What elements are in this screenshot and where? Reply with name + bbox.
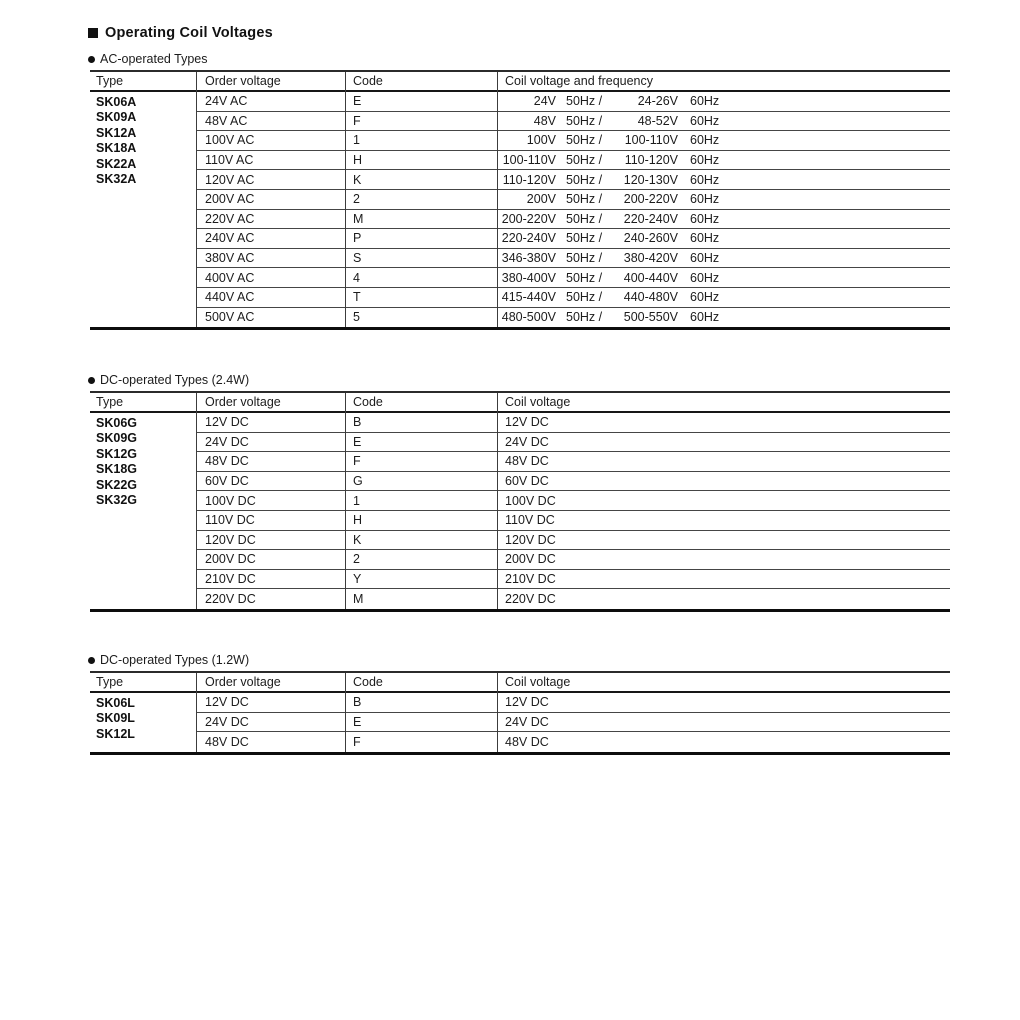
voltage-50hz: 200V (526, 192, 556, 207)
freq-60hz-label: 60Hz (690, 113, 720, 128)
voltage-60hz: 120-130V (623, 172, 678, 187)
type-cell (90, 413, 196, 609)
freq-60hz-label: 60Hz (690, 133, 720, 148)
type-name: SK06G (96, 416, 137, 430)
freq-50hz-label: 50Hz / (566, 231, 603, 246)
code-cell: H (353, 513, 363, 528)
section-label-dc-24w (88, 373, 249, 388)
freq-60hz-label: 60Hz (690, 211, 720, 226)
table-row (196, 249, 950, 269)
voltage-50hz: 100V (526, 133, 556, 148)
order-voltage-cell: 380V AC (205, 251, 255, 266)
voltage-50hz: 220-240V (501, 231, 556, 246)
circle-bullet-icon (88, 377, 95, 384)
table-row (196, 693, 950, 713)
freq-50hz-label: 50Hz / (566, 94, 603, 109)
code-cell: F (353, 113, 361, 128)
order-voltage-cell: 100V DC (205, 493, 256, 508)
order-voltage-cell: 400V AC (205, 270, 255, 285)
table-row (196, 531, 950, 551)
column-header: Type (96, 675, 124, 689)
freq-60hz-label: 60Hz (690, 310, 720, 325)
voltage-50hz: 380-400V (501, 270, 556, 285)
coil-voltage-frequency-cell (497, 310, 950, 324)
table-rows (196, 693, 950, 752)
type-name: SK32A (96, 172, 137, 187)
table-row (196, 413, 950, 433)
code-cell: F (353, 454, 361, 469)
table-row (196, 190, 950, 210)
column-divider (196, 673, 197, 752)
coil-voltage-frequency-cell (497, 153, 950, 167)
order-voltage-cell: 220V DC (205, 592, 256, 607)
coil-voltage-frequency-cell (497, 212, 950, 226)
freq-50hz-label: 50Hz / (566, 290, 603, 305)
code-cell: E (353, 714, 362, 729)
code-cell: M (353, 592, 364, 607)
order-voltage-cell: 48V DC (205, 734, 249, 749)
coil-voltage-frequency-cell (497, 94, 950, 108)
section-label-text: DC-operated Types (2.4W) (100, 373, 250, 387)
table-row (196, 511, 950, 531)
circle-bullet-icon (88, 657, 95, 664)
code-cell: E (353, 94, 362, 109)
column-divider (345, 72, 346, 327)
table-row (196, 589, 950, 609)
type-name: SK09L (96, 711, 135, 726)
freq-50hz-label: 50Hz / (566, 133, 603, 148)
type-name: SK12L (96, 726, 135, 741)
column-divider (196, 393, 197, 609)
freq-50hz-label: 50Hz / (566, 192, 603, 207)
code-cell: E (353, 434, 362, 449)
code-cell: B (353, 695, 362, 710)
freq-50hz-label: 50Hz / (566, 270, 603, 285)
table-row (196, 308, 950, 328)
column-divider (497, 72, 498, 327)
order-voltage-cell: 24V DC (205, 434, 249, 449)
freq-50hz-label: 50Hz / (566, 310, 603, 325)
code-cell: 1 (353, 493, 360, 508)
order-voltage-cell: 12V DC (205, 695, 249, 710)
column-header: Order voltage (205, 675, 281, 689)
code-cell: 2 (353, 552, 360, 567)
code-cell: F (353, 734, 361, 749)
code-cell: Y (353, 572, 362, 587)
freq-60hz-label: 60Hz (690, 231, 720, 246)
column-divider (497, 393, 498, 609)
order-voltage-cell: 48V DC (205, 454, 249, 469)
voltage-60hz: 48-52V (637, 113, 678, 128)
ac-operated-types-table (90, 70, 950, 330)
code-cell: K (353, 172, 362, 187)
column-divider (196, 72, 197, 327)
voltage-60hz: 440-480V (623, 290, 678, 305)
coil-voltage-cell: 48V DC (505, 454, 549, 469)
square-bullet-icon (88, 28, 98, 38)
freq-60hz-label: 60Hz (690, 172, 720, 187)
column-divider (345, 393, 346, 609)
circle-bullet-icon (88, 56, 95, 63)
column-header: Order voltage (205, 74, 281, 88)
coil-voltage-frequency-cell (497, 114, 950, 128)
voltage-50hz: 24V (533, 94, 556, 109)
freq-50hz-label: 50Hz / (566, 211, 603, 226)
code-cell: 2 (353, 192, 360, 207)
table-row (196, 170, 950, 190)
page-title-text: Operating Coil Voltages (105, 25, 273, 41)
code-cell: H (353, 153, 363, 168)
order-voltage-cell: 210V DC (205, 572, 256, 587)
order-voltage-cell: 110V AC (205, 153, 254, 168)
voltage-60hz: 110-120V (624, 153, 678, 168)
column-header: Code (353, 675, 383, 689)
column-header: Code (353, 395, 383, 409)
code-cell: 1 (353, 133, 360, 148)
page-title (88, 25, 273, 41)
voltage-50hz: 110-120V (502, 172, 556, 187)
code-cell: P (353, 231, 362, 246)
section-label-ac-types (88, 52, 207, 67)
table-row (196, 452, 950, 472)
coil-voltage-frequency-cell (497, 271, 950, 285)
table-row (196, 112, 950, 132)
order-voltage-cell: 120V DC (205, 532, 256, 547)
table-body (90, 413, 950, 609)
table-row (196, 268, 950, 288)
section-label-dc-12w (88, 653, 249, 668)
voltage-60hz: 200-220V (623, 192, 678, 207)
coil-voltage-frequency-cell (497, 251, 950, 265)
table-row (196, 229, 950, 249)
table-row (196, 433, 950, 453)
order-voltage-cell: 440V AC (205, 290, 255, 305)
section-label-text: DC-operated Types (1.2W) (100, 653, 250, 667)
order-voltage-cell: 500V AC (205, 310, 255, 325)
order-voltage-cell: 100V AC (205, 133, 255, 148)
code-cell: 4 (353, 270, 360, 285)
freq-50hz-label: 50Hz / (566, 251, 603, 266)
column-divider (497, 673, 498, 752)
table-row (196, 472, 950, 492)
dc-operated-types-12w-table (90, 671, 950, 755)
freq-60hz-label: 60Hz (690, 290, 720, 305)
code-cell: T (353, 290, 361, 305)
freq-50hz-label: 50Hz / (566, 113, 603, 128)
voltage-60hz: 24-26V (637, 94, 678, 109)
voltage-60hz: 380-420V (623, 251, 678, 266)
coil-voltage-frequency-cell (497, 290, 950, 304)
table-row (196, 92, 950, 112)
coil-voltage-cell: 12V DC (505, 415, 549, 430)
coil-voltage-cell: 220V DC (505, 592, 556, 607)
freq-60hz-label: 60Hz (690, 270, 720, 285)
type-name: SK22G (96, 477, 137, 492)
order-voltage-cell: 24V DC (205, 714, 249, 729)
voltage-50hz: 200-220V (501, 211, 556, 226)
type-name: SK09A (96, 110, 137, 125)
order-voltage-cell: 120V AC (205, 172, 255, 187)
table-body (90, 92, 950, 327)
coil-voltage-frequency-cell (497, 231, 950, 245)
coil-voltage-frequency-cell (497, 173, 950, 187)
table-row (196, 151, 950, 171)
voltage-50hz: 480-500V (501, 310, 556, 325)
voltage-60hz: 100-110V (624, 133, 678, 148)
table-row (196, 732, 950, 752)
coil-voltage-cell: 110V DC (505, 513, 555, 528)
freq-60hz-label: 60Hz (690, 251, 720, 266)
order-voltage-cell: 240V AC (205, 231, 255, 246)
voltage-60hz: 400-440V (623, 270, 678, 285)
type-name: SK12G (96, 446, 137, 461)
coil-voltage-frequency-cell (497, 133, 950, 147)
table-row (196, 288, 950, 308)
code-cell: B (353, 415, 362, 430)
column-header: Coil voltage (505, 395, 571, 409)
type-name: SK18A (96, 141, 137, 156)
table-row (196, 491, 950, 511)
column-header: Coil voltage (505, 675, 571, 689)
type-name: SK22A (96, 156, 137, 171)
table-header-row (90, 393, 950, 413)
coil-voltage-cell: 12V DC (505, 695, 549, 710)
coil-voltage-cell: 24V DC (505, 434, 549, 449)
type-name: SK06A (96, 95, 137, 109)
code-cell: G (353, 474, 363, 489)
order-voltage-cell: 200V DC (205, 552, 256, 567)
type-name: SK09G (96, 431, 137, 446)
freq-50hz-label: 50Hz / (566, 153, 603, 168)
coil-voltage-cell: 60V DC (505, 474, 549, 489)
coil-voltage-cell: 100V DC (505, 493, 556, 508)
table-row (196, 210, 950, 230)
type-name: SK12A (96, 125, 137, 140)
table-row (196, 570, 950, 590)
code-cell: M (353, 211, 364, 226)
column-header: Code (353, 74, 383, 88)
voltage-50hz: 48V (533, 113, 556, 128)
voltage-50hz: 346-380V (501, 251, 556, 266)
order-voltage-cell: 48V AC (205, 113, 248, 128)
type-name: SK06L (96, 696, 135, 710)
type-name: SK32G (96, 493, 137, 508)
voltage-60hz: 220-240V (623, 211, 678, 226)
order-voltage-cell: 220V AC (205, 211, 255, 226)
table-row (196, 131, 950, 151)
table-row (196, 713, 950, 733)
table-rows (196, 413, 950, 609)
freq-50hz-label: 50Hz / (566, 172, 603, 187)
voltage-50hz: 100-110V (502, 153, 556, 168)
table-row (196, 550, 950, 570)
voltage-60hz: 500-550V (623, 310, 678, 325)
code-cell: K (353, 532, 362, 547)
code-cell: 5 (353, 310, 360, 325)
order-voltage-cell: 24V AC (205, 94, 248, 109)
column-divider (345, 673, 346, 752)
type-cell (90, 92, 196, 327)
table-rows (196, 92, 950, 327)
order-voltage-cell: 110V DC (205, 513, 255, 528)
table-header-row (90, 72, 950, 92)
voltage-50hz: 415-440V (501, 290, 556, 305)
column-header: Coil voltage and frequency (505, 74, 654, 88)
order-voltage-cell: 60V DC (205, 474, 249, 489)
freq-60hz-label: 60Hz (690, 192, 720, 207)
column-header: Order voltage (205, 395, 281, 409)
coil-voltage-cell: 210V DC (505, 572, 556, 587)
table-header-row (90, 673, 950, 693)
order-voltage-cell: 12V DC (205, 415, 249, 430)
type-cell (90, 693, 196, 752)
freq-60hz-label: 60Hz (690, 153, 720, 168)
order-voltage-cell: 200V AC (205, 192, 255, 207)
voltage-60hz: 240-260V (623, 231, 678, 246)
type-name: SK18G (96, 462, 137, 477)
code-cell: S (353, 251, 362, 266)
section-label-text: AC-operated Types (100, 52, 208, 66)
coil-voltage-cell: 24V DC (505, 714, 549, 729)
coil-voltage-cell: 200V DC (505, 552, 556, 567)
column-header: Type (96, 74, 124, 88)
freq-60hz-label: 60Hz (690, 94, 720, 109)
coil-voltage-cell: 48V DC (505, 734, 549, 749)
table-body (90, 693, 950, 752)
column-header: Type (96, 395, 124, 409)
coil-voltage-cell: 120V DC (505, 532, 556, 547)
coil-voltage-frequency-cell (497, 192, 950, 206)
dc-operated-types-24w-table (90, 391, 950, 612)
